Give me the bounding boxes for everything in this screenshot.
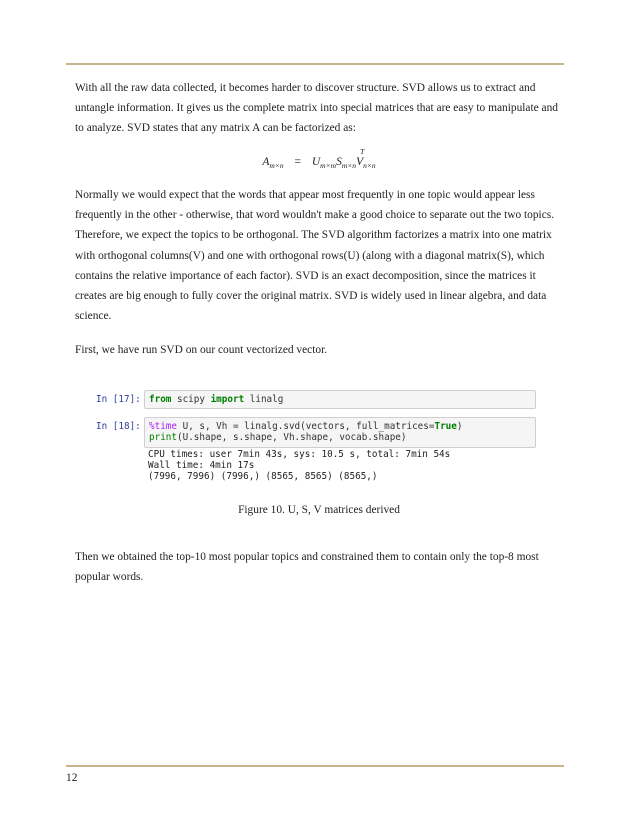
header-rule	[66, 63, 564, 65]
builtin-print: print	[149, 432, 177, 444]
output-line: Wall time: 4min 17s	[148, 459, 255, 471]
eq-v: V	[356, 156, 364, 168]
code-cell-18	[96, 417, 536, 482]
paragraph-first-step: First, we have run SVD on our count vectorized vector.	[75, 344, 328, 356]
output-line: (7996, 7996) (7996,) (8565, 8565) (8565,)	[148, 471, 378, 483]
import-name: linalg	[244, 394, 284, 405]
cell-output	[148, 448, 536, 483]
eq-lhs-sub: m×n	[269, 161, 284, 170]
eq-s: S	[336, 156, 342, 168]
output-line: CPU times: user 7min 43s, sys: 10.5 s, total: 7min 54s	[148, 448, 451, 460]
notebook-screenshot	[96, 390, 536, 490]
page-number: 12	[66, 772, 78, 784]
cell-prompt: In [18]:	[96, 421, 141, 433]
eq-u-sub: m×m	[320, 161, 337, 170]
keyword-true: True	[434, 421, 457, 433]
eq-equals: =	[294, 156, 301, 168]
paragraph-top-topics: Then we obtained the top-10 most popular topics and constrained them to contain only the top-8 most popular words.	[75, 551, 539, 584]
code-print-args: (U.shape, s.shape, Vh.shape, vocab.shape)	[177, 432, 407, 444]
code-paren: )	[456, 421, 463, 433]
cell-input	[144, 390, 536, 409]
eq-s-sub: m×n	[341, 161, 357, 170]
footer-rule	[66, 765, 564, 767]
keyword-from: from	[149, 394, 172, 405]
keyword-import: import	[210, 394, 245, 405]
code-svd-call: U, s, Vh = linalg.svd(vectors, full_matrices=	[177, 421, 435, 433]
paragraph-intro: With all the raw data collected, it becomes harder to discover structure. SVD allows us to extract and untangle information. It gives us the complete matrix into special matrices that are easy to manipulate and to analyze. SVD states that any matrix A can be factorized as:	[75, 82, 559, 135]
eq-v-sub: n×n	[363, 161, 376, 170]
figure-caption: Figure 10. U, S, V matrices derived	[238, 504, 400, 516]
eq-u: U	[311, 156, 321, 168]
eq-lhs: A	[262, 156, 270, 168]
code-cell-17	[96, 390, 536, 409]
module-name: scipy	[171, 394, 211, 405]
cell-input	[144, 417, 536, 447]
magic-time: %time	[149, 421, 177, 433]
paragraph-orthogonality: Normally we would expect that the words that appear most frequently in one topic would appear less frequently in the other - otherwise, that word wouldn't make a good choice to separate out the two topics. Therefore, we expect the topics to be orthogonal. The SVD algorithm factorizes a matrix into one matrix with orthogonal columns(V) and one with orthogonal rows(U) (along with a diagonal matrix(S), which contains the relative importance of each factor). SVD is an exact decomposition, since the matrices it creates are big enough to fully cover the original matrix. SVD is widely used in linear algebra, and data science.	[75, 189, 555, 323]
cell-prompt: In [17]:	[96, 394, 141, 405]
svd-equation	[0, 147, 638, 170]
eq-v-sup: T	[360, 147, 365, 156]
